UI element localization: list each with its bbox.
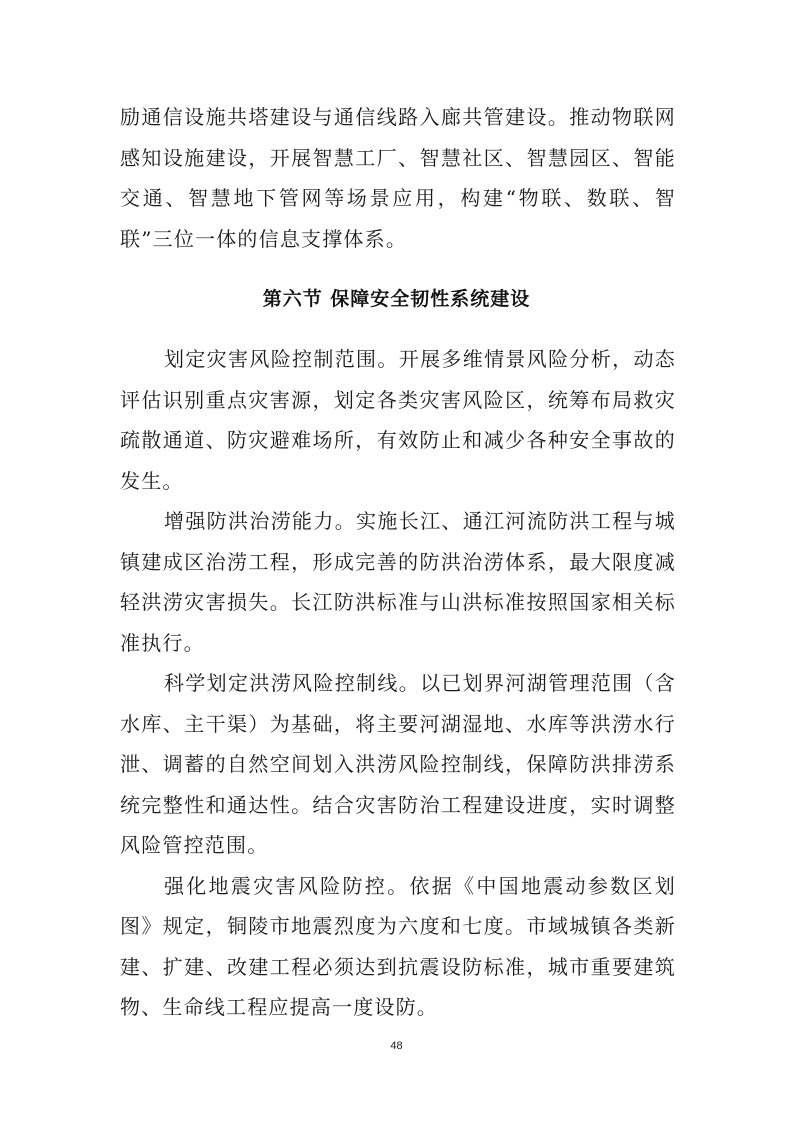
paragraph-flood-control: 增强防洪治涝能力。实施长江、通江河流防洪工程与城镇建成区治涝工程，形成完善的防洪治涝体系，最大限度减轻洪涝灾害损失。长江防洪标准与山洪标准按照国家相关标准执行。 bbox=[120, 509, 676, 655]
page-number: 48 bbox=[390, 1040, 403, 1052]
paragraph-earthquake: 强化地震灾害风险防控。依据《中国地震动参数区划图》规定，铜陵市地震烈度为六度和七度。市域城镇各类新建、扩建、改建工程必须达到抗震设防标准，城市重要建筑物、生命线工程应提高一度设防。 bbox=[120, 873, 676, 1019]
paragraph-disaster-risk: 划定灾害风险控制范围。开展多维情景风险分析，动态评估识别重点灾害源，划定各类灾害风险区，统筹布局救灾疏散通道、防灾避难场所，有效防止和减少各种安全事故的发生。 bbox=[120, 347, 676, 493]
continued-paragraph: 励通信设施共塔建设与通信线路入廊共管建设。推动物联网感知设施建设，开展智慧工厂、智慧社区、智慧园区、智能交通、智慧地下管网等场景应用，构建“物联、数联、智联”三位一体的信息支撑体系。 bbox=[120, 105, 676, 251]
body-text-block bbox=[120, 339, 676, 1028]
section-heading: 第六节 保障安全韧性系统建设 bbox=[262, 288, 531, 310]
continued-text-block bbox=[120, 97, 676, 259]
paragraph-flood-risk-line: 科学划定洪涝风险控制线。以已划界河湖管理范围（含水库、主干渠）为基础，将主要河湖湿地、水库等洪涝水行泄、调蓄的自然空间划入洪涝风险控制线，保障防洪排涝系统完整性和通达性。结合灾害防治工程建设进度，实时调整风险管控范围。 bbox=[120, 671, 676, 857]
